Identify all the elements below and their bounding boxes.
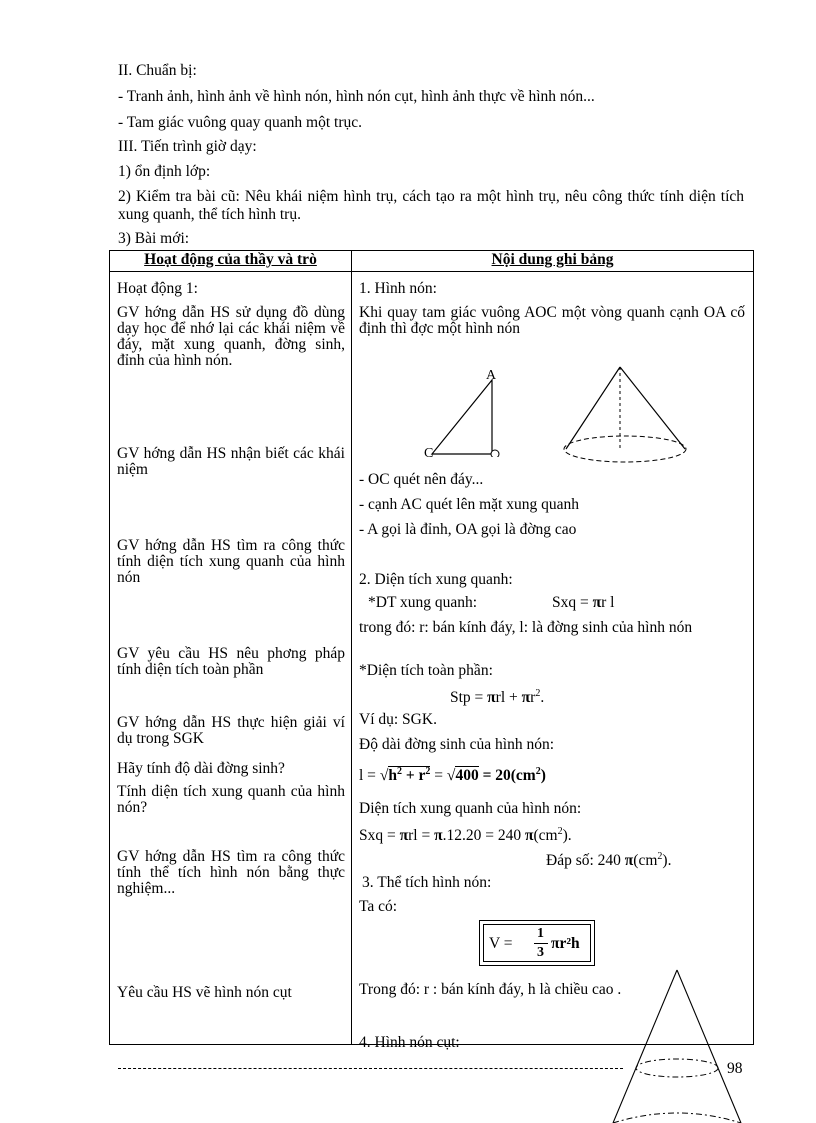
step-2: 2) Kiểm tra bài cũ: Nêu khái niệm hình trụ, cách tạo ra một hình trụ, nêu công thức tính diện tích xung quanh, thể tích hình trụ. [118,188,744,223]
formula-result: = $20(cm^2)$ [482,766,546,785]
content-frustum-heading: 4. Hình nón cụt: [359,1034,460,1051]
activity-example: GV hớng dẫn HS thực hiện giải ví dụ trong SGK [117,714,345,747]
sqrt-radicand-1: $h^2 + r^2$ [388,766,431,785]
formula-rl-plus: rl + [495,689,518,707]
content-volume-where: Trong đó: r : bán kính đáy, h là chiều cao . [359,981,622,998]
formula-sxq-label: Sxq = [552,594,589,611]
formula-exp: 2 [535,688,541,699]
cone-figure [557,362,697,472]
formula-stp-label: Stp = [450,689,484,707]
pi-symbol: π [521,689,531,707]
right-triangle-figure [422,362,512,457]
activity-lateral-area: Tính diện tích xung quanh của hình nón? [117,783,345,816]
page-number: 98 [727,1060,743,1077]
activity-surface-formula: GV hớng dẫn HS tìm ra công thức tính diện tích xung quanh của hình nón [117,537,345,586]
preparation-item-1: - Tranh ảnh, hình ảnh về hình nón, hình nón cụt, hình ảnh thực về hình nón... [118,88,595,105]
frustum-figure [605,968,750,1123]
content-answer: Đáp số: 240 $\pi(cm^2)$. [546,851,672,870]
col-header-content: Nội dung ghi bảng [352,251,754,272]
volume-fraction-numerator: 1 [537,926,544,941]
col-header-activities: Hoạt động của thầy và trò [110,251,352,272]
volume-rhs: πr²h [551,935,580,952]
pi-symbol: π [434,827,443,845]
content-lateral-surface: - cạnh AC quét lên mặt xung quanh [359,496,579,513]
pi-symbol: π [487,689,496,707]
pi-symbol: π [624,852,634,870]
content-lateral-formula [552,594,614,612]
formula-l: l = [359,767,376,785]
content-lateral-area-label: Diện tích xung quanh của hình nón: [359,800,582,817]
activities-cell [110,272,352,1045]
content-cone-definition: Khi quay tam giác vuông AOC một vòng quanh cạnh OA cố định thì đợc một hình nón [359,304,745,337]
content-slant-label: Độ dài đờng sinh của hình nón: [359,736,555,753]
content-lateral-area-calc: Sxq = πrl = π.12.20 = 240 $\pi(cm^2)$. [359,826,572,845]
vertex-label-c: C [424,446,434,461]
pi-symbol: π [399,827,409,845]
sqrt-symbol: √ [379,767,389,785]
sqrt-radicand-2: 400 [455,767,479,785]
activity-total-area: GV yêu cầu HS nêu phơng pháp tính diện tích toàn phần [117,645,345,678]
content-where: trong đó: r: bán kính đáy, l: là đờng sinh của hình nón [359,619,693,636]
activity-title: Hoạt động 1: [117,280,198,297]
content-cell [352,272,754,1051]
vertex-label-a: A [486,368,497,383]
sqrt-symbol: √ [446,767,456,785]
content-apex-height: - A gọi là đỉnh, OA gọi là đờng cao [359,521,577,538]
content-total-area-formula: Stp = $\pi rl + \pi r^2$. [450,688,545,707]
footer-separator [118,1068,623,1069]
content-we-have: Ta có: [359,898,398,915]
content-total-area-label: *Diện tích toàn phần: [359,662,493,679]
step-3: 3) Bài mới: [118,230,190,247]
activity-frustum: Yêu cầu HS vẽ hình nón cụt [117,984,292,1001]
volume-lhs: V = [489,935,513,952]
content-example: Ví dụ: SGK. [359,711,437,728]
pi-symbol: π [524,827,534,845]
pi-symbol: π [592,594,602,611]
volume-fraction-denominator: 3 [537,945,544,960]
content-cone-heading: 1. Hình nón: [359,280,437,297]
content-base: - OC quét nên đáy... [359,471,484,488]
activity-recognize: GV hớng dẫn HS nhận biết các khái niệm [117,445,345,478]
activity-slant-height: Hãy tính độ dài đờng sinh? [117,760,285,777]
step-1: 1) ổn định lớp: [118,163,211,180]
formula-eq: = [434,767,444,785]
activity-guide-concepts: GV hớng dẫn HS sử dụng đồ dùng dạy học để nhớ lại các khái niệm về đáy, mặt xung quanh, đờng sinh, đỉnh của hình nón. [117,304,345,369]
formula-rl: r l [601,594,615,611]
content-volume-heading: 3. Thể tích hình nón: [362,874,492,891]
section-heading-progress: III. Tiến trình giờ dạy: [118,138,257,155]
preparation-item-2: - Tam giác vuông quay quanh một trục. [118,114,362,131]
content-lateral-formula-label: *DT xung quanh: [368,594,478,611]
section-heading-preparation: II. Chuẩn bị: [118,62,197,79]
content-slant-formula [359,763,546,785]
volume-formula-box [479,920,595,966]
activity-volume: GV hớng dẫn HS tìm ra công thức tính thể tích hình nón bằng thực nghiệm... [117,848,345,897]
formula-r: r [530,689,536,707]
lesson-table [109,250,754,1051]
content-area-heading: 2. Diện tích xung quanh: [359,571,513,588]
